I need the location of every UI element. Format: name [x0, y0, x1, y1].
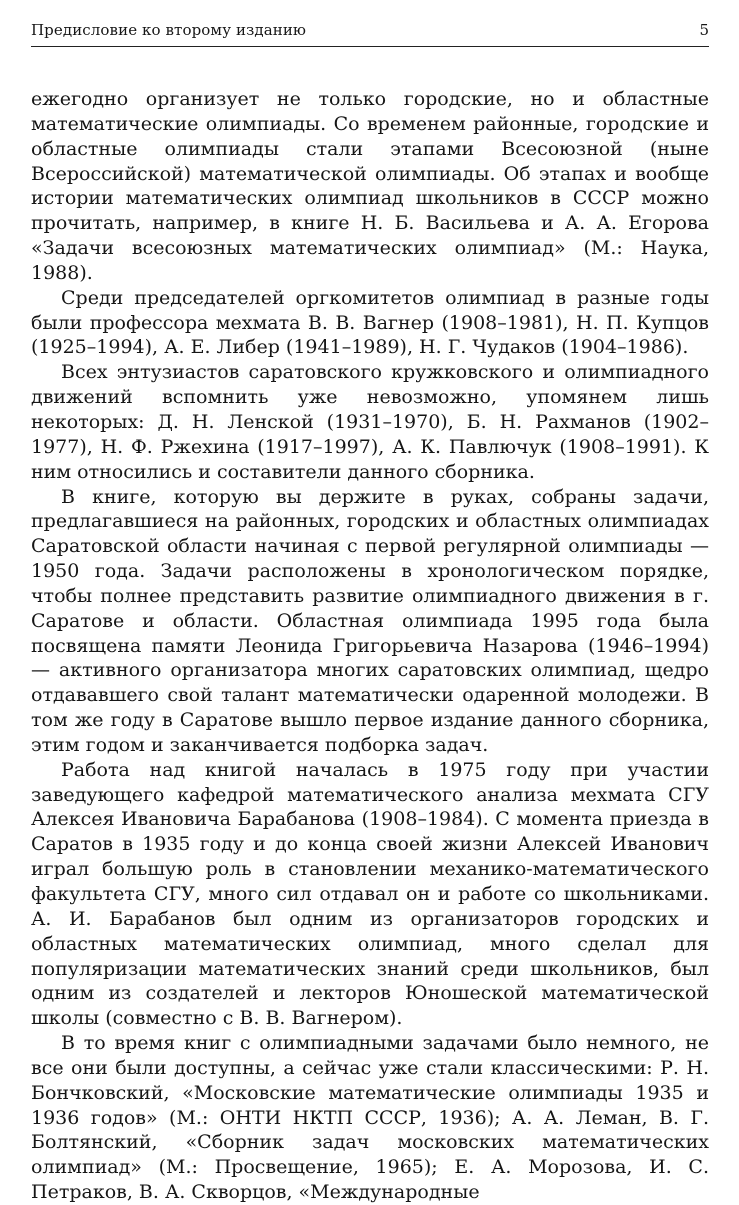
running-header-title: Предисловие ко второму изданию [31, 21, 307, 39]
running-header [31, 18, 709, 47]
paragraph-2: Среди председателей оргкомитетов олимпиад в разные годы были профессора мехмата В. В. Вагнер (1908–1981), Н. П. Купцов (1925–1994), А. Е. Либер (1941–1989), Н. Г. Чудаков (1904–1986). [31, 286, 709, 359]
paragraph-3: Всех энтузиастов саратовского кружковского и олимпиадного движений вспомнить уже невозможно, упомянем лишь некоторых: Д. Н. Ленской (1931–1970), Б. Н. Рахманов (1902–1977), Н. Ф. Ржехина (1917–1997), А. К. Павлючук (1908–1991). К ним относились и составители данного сборника. [31, 361, 709, 483]
paragraph-6: В то время книг с олимпиадными задачами было немного, не все они были доступны, а сейчас уже стали классическими: Р. Н. Бончковский, «Московские математические олимпиады 1935 и 1936 годов» (М.: ОНТИ НКТП СССР, 1936); А. А. Леман, В. Г. Болтянский, «Сборник задач московских математических олимпиад» (М.: Просвещение, 1965); Е. А. Морозова, И. С. Петраков, В. А. Скворцов, «Международные [31, 1032, 709, 1204]
body-text [31, 87, 709, 1205]
paragraph-5: Работа над книгой началась в 1975 году при участии заведующего кафедрой математического анализа мехмата СГУ Алексея Ивановича Барабанова (1908–1984). С момента приезда в Саратов в 1935 году и до конца своей жизни Алексей Иванович играл большую роль в становлении механико-математического факультета СГУ, много сил отдавал он и работе со школьниками. А. И. Барабанов был одним из организаторов городских и областных математических олимпиад, много сделал для популяризации математических знаний среди школьников, был одним из создателей и лекторов Юношеской математической школы (совместно с В. В. Вагнером). [31, 758, 709, 1030]
paragraph-1: ежегодно организует не только городские, но и областные математические олимпиады. Со временем районные, городские и областные олимпиады стали этапами Всесоюзной (ныне Всероссийской) математической олимпиады. Об этапах и вообще истории математических олимпиад школьников в СССР можно прочитать, например, в книге Н. Б. Васильева и А. А. Егорова «Задачи всесоюзных математических олимпиад» (М.: Наука, 1988). [31, 88, 709, 284]
page-number: 5 [699, 21, 709, 39]
paragraph-4: В книге, которую вы держите в руках, собраны задачи, предлагавшиеся на районных, городских и областных олимпиадах Саратовской области начиная с первой регулярной олимпиады — 1950 года. Задачи расположены в хронологическом порядке, чтобы полнее представить развитие олимпиадного движения в г. Саратове и области. Областная олимпиада 1995 года была посвящена памяти Леонида Григорьевича Назарова (1946–1994) — активного организатора многих саратовских олимпиад, щедро отдававшего свой талант математически одаренной молодежи. В том же году в Саратове вышло первое издание данного сборника, этим годом и заканчивается подборка задач. [31, 485, 709, 756]
